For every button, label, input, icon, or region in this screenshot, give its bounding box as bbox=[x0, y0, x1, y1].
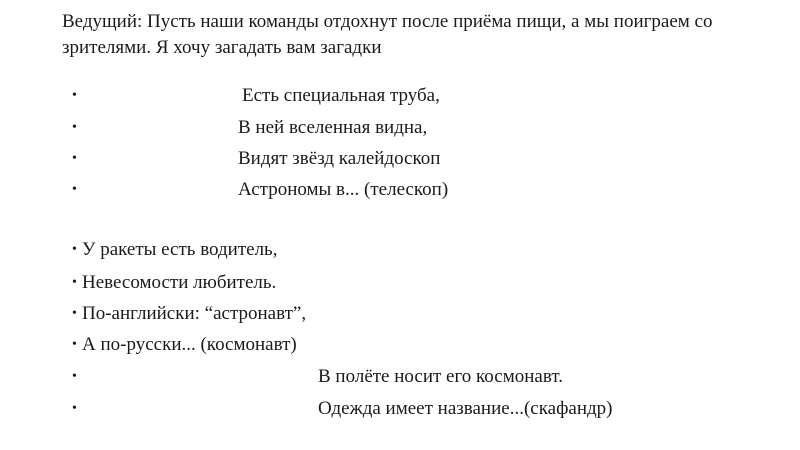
slide-title: Ведущий: Пусть наши команды отдохнут после приёма пищи, а мы поиграем со зрителями. Я хочу загадать вам загадки bbox=[62, 11, 713, 58]
list-item bbox=[72, 330, 772, 360]
riddle-line: По-английски: “астронавт”, bbox=[82, 303, 307, 324]
bullet-icon: • bbox=[72, 275, 77, 290]
list-item bbox=[72, 81, 772, 111]
list-item bbox=[72, 235, 772, 265]
list-item bbox=[72, 113, 772, 143]
list-item bbox=[72, 394, 772, 424]
riddle-line: У ракеты есть водитель, bbox=[82, 239, 278, 260]
list-item bbox=[72, 299, 772, 329]
riddle-line: Астрономы в... (телескоп) bbox=[238, 179, 449, 200]
list-item bbox=[72, 268, 772, 298]
list-item bbox=[72, 144, 772, 174]
riddle-line: А по-русски... (космонавт) bbox=[82, 334, 297, 355]
riddle-line: Видят звёзд калейдоскоп bbox=[238, 148, 441, 169]
bullet-icon: • bbox=[72, 337, 77, 352]
bullet-icon: • bbox=[72, 401, 77, 416]
bullet-icon: • bbox=[72, 369, 77, 384]
list-item bbox=[72, 362, 772, 392]
riddle-line: В полёте носит его космонавт. bbox=[318, 366, 563, 387]
bullet-icon: • bbox=[72, 306, 77, 321]
riddle-line: Есть специальная труба, bbox=[242, 85, 440, 106]
bullet-icon: • bbox=[72, 182, 77, 197]
riddle-line: Невесомости любитель. bbox=[82, 272, 277, 293]
riddle-line: В ней вселенная видна, bbox=[238, 117, 428, 138]
list-item bbox=[72, 175, 772, 205]
bullet-icon: • bbox=[72, 88, 77, 103]
riddle-line: Одежда имеет название...(скафандр) bbox=[318, 398, 613, 419]
bullet-icon: • bbox=[72, 151, 77, 166]
bullet-icon: • bbox=[72, 242, 77, 257]
bullet-icon: • bbox=[72, 120, 77, 135]
